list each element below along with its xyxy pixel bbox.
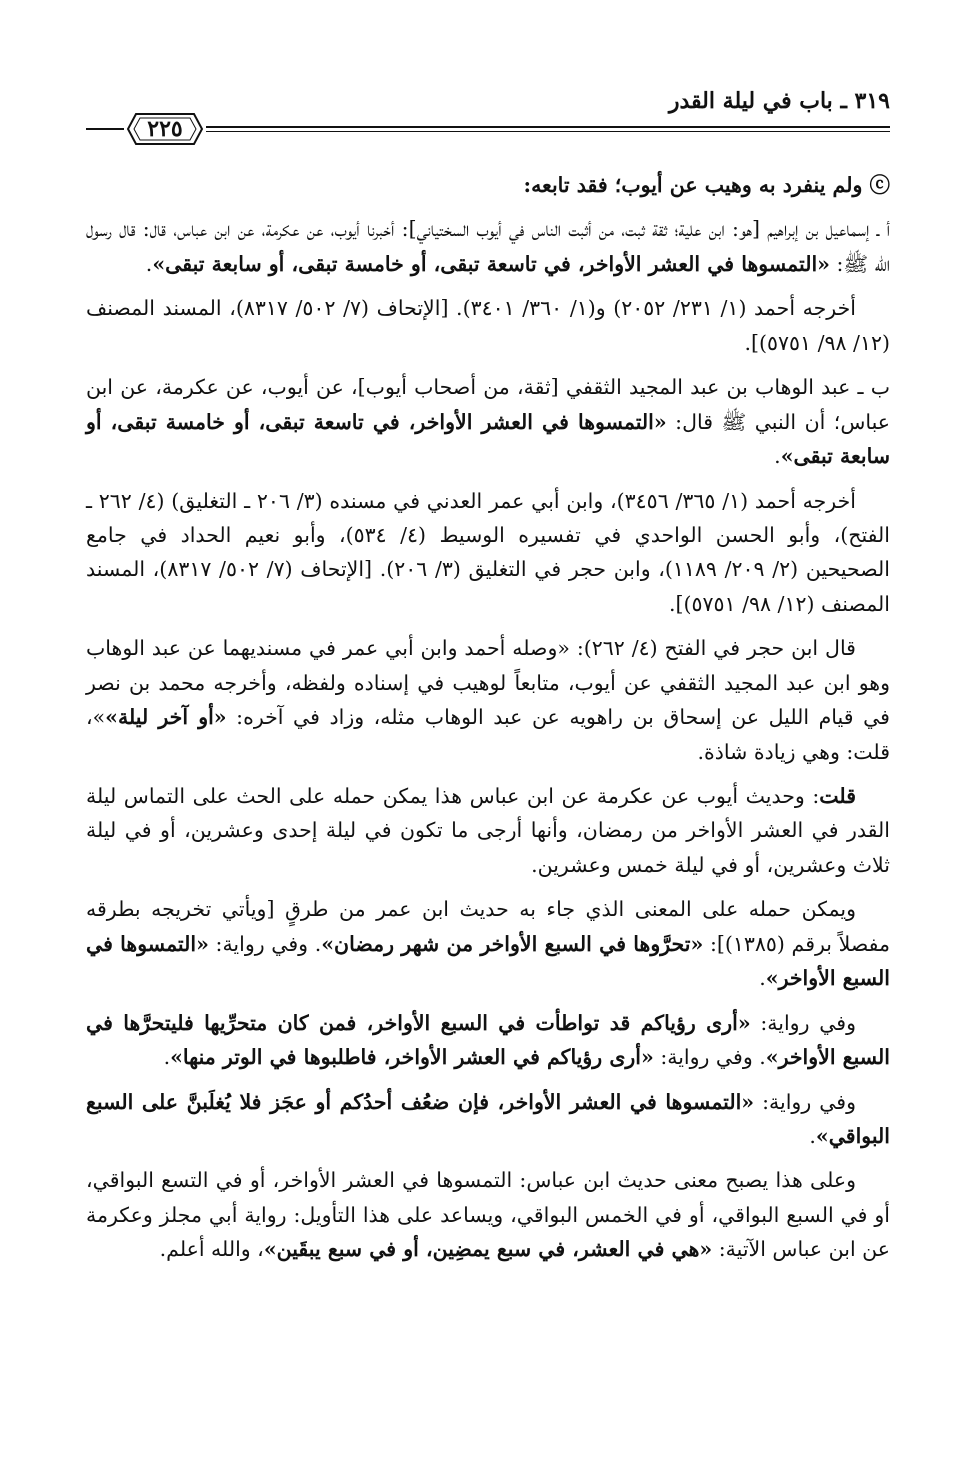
bold-text-run: «هي في العشر، في سبع يمضِين، أو في سبع يبقَين»: [263, 1237, 713, 1262]
bold-text-run: «التمسوها في العشر الأواخر، في تاسعة تبقى، أو خامسة تبقى، أو سابعة تبقى»: [152, 251, 830, 276]
page-header: [86, 78, 890, 148]
bold-text-run: «أرى رؤياكم قد تواطأت في السبع الأواخر، فمن كان متحرِّيها فليتحرَّها في السبع الأواخر»: [86, 1010, 890, 1070]
text-run: قال ابن حجر في الفتح (٤/ ٢٦٢): «وصله أحمد وابن أبي عمر في مسنديهما عن عبد الوهاب وهو ابن عبد المجيد الثقفي عن أيوب، متابعاً لوهيب في إسناده ولفظه، وأخرجه محمد بن نصر في قيام الليل عن إسحاق بن راهويه عن عبد الوهاب مثله، وزاد في آخره:: [86, 636, 890, 730]
bold-text-run: «التمسوها في العشر الأواخر، في تاسعة تبقى، أو خامسة تبقى، أو سابعة تبقى»: [86, 409, 890, 469]
paragraph: [86, 1163, 890, 1266]
text-run: وفي رواية:: [750, 1010, 856, 1035]
paragraph: [86, 892, 890, 995]
text-run: . وفي رواية:: [653, 1045, 766, 1070]
text-run: .: [145, 251, 153, 276]
paragraph: [86, 370, 890, 473]
page-number-badge: [126, 108, 204, 150]
paragraph: [86, 1006, 890, 1075]
bold-text-run: قلت: [819, 784, 856, 808]
text-run: .: [774, 444, 781, 469]
text-run: أخرجه أحمد (١/ ٢٣١/ ٢٠٥٢) و(١/ ٣٦٠/ ٣٤٠١). [الإتحاف (٧/ ٥٠٢/ ٨٣١٧)، المسند المصنف (١٢/ ٩٨/ ٥٧٥١)].: [86, 296, 890, 355]
header-rule: [206, 126, 890, 128]
bold-text-run: «أو آخر ليلة»: [105, 705, 227, 730]
header-rule-thin: [206, 131, 890, 132]
text-run: وفي رواية:: [754, 1089, 856, 1114]
text-run: : وحديث أيوب عن عكرمة عن ابن عباس هذا يمكن حمله على الحث على التماس ليلة القدر في العشر الأواخر من رمضان، وأنها أرجى ما تكون في ليلة إحدى وعشرين، أو في ليلة ثلاث وعشرين، أو في ليلة خمس وعشرين.: [86, 784, 890, 877]
bold-text-run: «أرى رؤياكم في العشر الأواخر، فاطلبوها في الوتر منها»: [170, 1045, 654, 1070]
text-run: . وفي رواية:: [208, 931, 322, 956]
text-run: ويمكن حمله على المعنى الذي جاء به حديث ابن عمر من طرقٍ [ويأتي تخريجه بطرقه مفصلاً برقم (١٣٨٥)]:: [86, 897, 891, 956]
paragraph: [86, 1085, 890, 1154]
paragraph: [86, 779, 890, 882]
page-number: ٢٢٥: [147, 116, 183, 142]
text-run: وعلى هذا يصبح معنى حديث ابن عباس: التمسوها في العشر الأواخر، أو في التسع البواقي، أو في السبع البواقي، أو في الخمس البواقي، ويساعد على هذا التأويل: رواية أبي مجلز وعكرمة عن ابن عباس الآتية:: [86, 1168, 890, 1262]
text-run: .: [809, 1123, 816, 1148]
text-run: .: [759, 966, 766, 991]
paragraph: [86, 484, 890, 622]
bold-text-run: «التمسوها في العشر الأواخر، فإن ضعُف أحدُكم أو عجَز فلا يُغلَبنَّ على السبع البواقي»: [86, 1089, 890, 1148]
paragraph: [86, 168, 890, 202]
paragraph: [86, 212, 890, 281]
text-run: أ ـ إسماعيل بن إبراهيم [هو: ابن علية؛ ثقة ثبت، من أثبت الناس في أيوب السختياني]: أخبرنا أيوب، عن عكرمة، عن ابن عباس، قال: قال رسول الله ﷺ:: [86, 217, 890, 276]
paragraph: [86, 291, 890, 360]
text-run: »، قلت: وهي زيادة شاذة.: [86, 705, 890, 764]
paragraph: [86, 631, 890, 769]
bold-text-run: «تحرَّوها في السبع الأواخر من شهر رمضان»: [321, 931, 704, 956]
chapter-title: ٣١٩ ـ باب في ليلة القدر: [668, 88, 890, 114]
header-rule-left: [86, 128, 124, 130]
bold-text-run: ⓒ ولم ينفرد به وهيب عن أيوب؛ فقد تابعه:: [523, 173, 890, 197]
text-run: ، والله أعلم.: [159, 1237, 264, 1262]
body-text: [86, 168, 890, 1277]
bold-text-run: «التمسوها في السبع الأواخر»: [86, 931, 890, 991]
text-run: ب ـ عبد الوهاب بن عبد المجيد الثقفي [ثقة، من أصحاب أيوب]، عن أيوب، عن عكرمة، عن ابن عباس؛ أن النبي ﷺ قال:: [86, 375, 891, 434]
text-run: أخرجه أحمد (١/ ٣٦٥/ ٣٤٥٦)، وابن أبي عمر العدني في مسنده (٣/ ٢٠٦ ـ التغليق) (٤/ ٢٦٢ ـ الفتح)، وأبو الحسن الواحدي في تفسيره الوسيط (٤/ ٥٣٤)، وأبو نعيم الحداد في جامع الصحيحين (٢/ ٢٠٩/ ١١٨٩)، وابن حجر في التغليق (٣/ ٢٠٦). [الإتحاف (٧/ ٥٠٢/ ٨٣١٧)، المسند المصنف (١٢/ ٩٨/ ٥٧٥١)].: [86, 488, 890, 616]
text-run: .: [163, 1045, 171, 1070]
